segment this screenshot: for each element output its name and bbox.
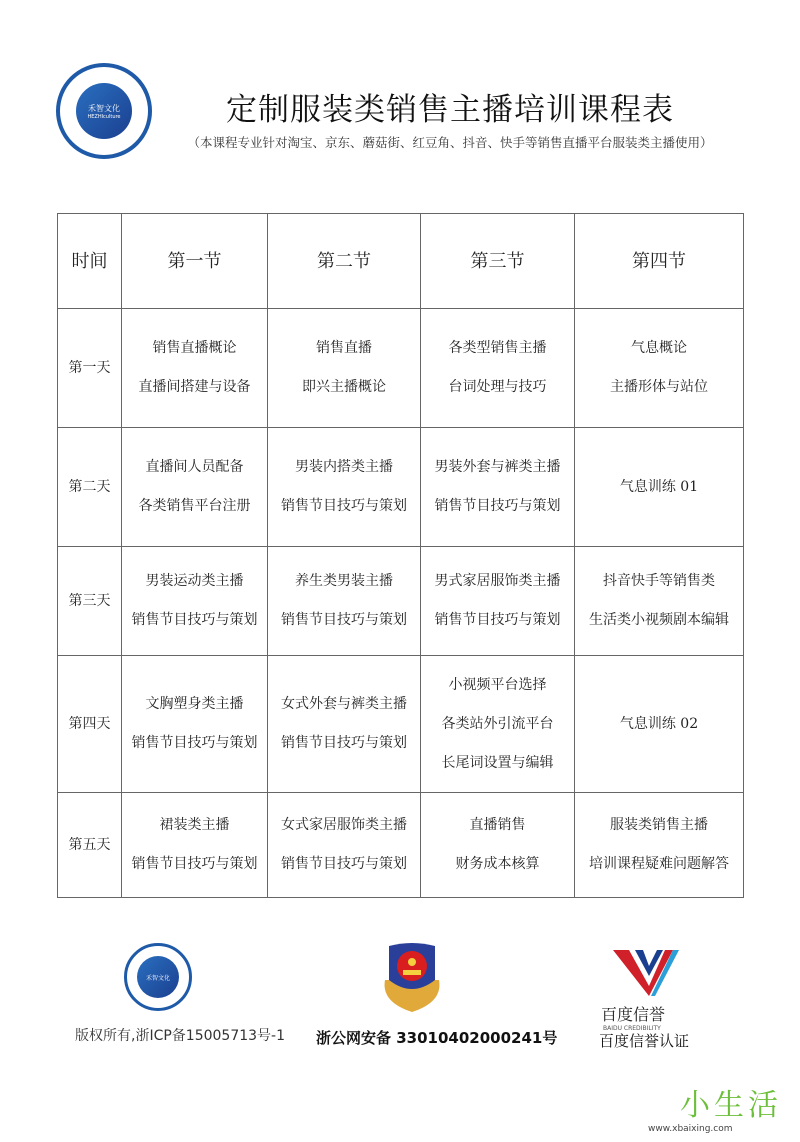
- course-cell: [268, 428, 421, 547]
- day-label: 第五天: [58, 793, 122, 898]
- course-line: 抖音快手等销售类: [603, 573, 715, 589]
- logo-text: 禾智文化: [145, 974, 170, 982]
- baidu-label: 百度信誉认证: [599, 1032, 690, 1050]
- course-cell: [575, 428, 744, 547]
- baidu-logo-en: BAIDU CREDIBILITY: [603, 1025, 661, 1032]
- course-line: 销售节目技巧与策划: [131, 735, 258, 751]
- course-line: 气息训练 02: [619, 715, 699, 732]
- course-line: 男装外套与裤类主播: [434, 459, 561, 475]
- header-session-3: 第三节: [421, 214, 575, 309]
- day-label: 第四天: [58, 656, 122, 793]
- baidu-credibility-badge: [601, 948, 683, 1032]
- header-session-4: 第四节: [575, 214, 744, 309]
- course-line: 销售节目技巧与策划: [281, 498, 407, 514]
- watermark-text: 小生活: [680, 1088, 782, 1123]
- course-line: 销售节目技巧与策划: [131, 856, 258, 872]
- header-row: [58, 214, 744, 309]
- course-cell: [122, 428, 268, 547]
- police-emblem-icon: [375, 940, 449, 1014]
- day-label: 第三天: [58, 547, 122, 656]
- header-time: 时间: [58, 214, 122, 309]
- copyright-text: 版权所有,浙ICP备15005713号-1: [75, 1028, 286, 1044]
- course-line: 各类站外引流平台: [441, 715, 554, 732]
- course-cell: [122, 656, 268, 793]
- baidu-v-logo-icon: [613, 948, 683, 998]
- course-line: 直播间人员配备: [145, 459, 244, 475]
- course-line: 直播销售: [469, 817, 526, 833]
- course-line: 台词处理与技巧: [448, 379, 547, 395]
- table-row: [58, 793, 744, 898]
- course-line: 财务成本核算: [455, 856, 540, 872]
- course-line: 女式外套与裤类主播: [281, 696, 407, 712]
- course-cell: [268, 793, 421, 898]
- course-cell: [421, 428, 575, 547]
- course-line: 销售节目技巧与策划: [281, 735, 407, 751]
- course-cell: [268, 547, 421, 656]
- course-line: 男装运动类主播: [145, 573, 244, 589]
- day-label: 第二天: [58, 428, 122, 547]
- logo-subtext: HEZHIculture: [87, 113, 121, 120]
- course-cell: [122, 793, 268, 898]
- course-cell: [575, 656, 744, 793]
- header-session-1: 第一节: [122, 214, 268, 309]
- course-line: 男式家居服饰类主播: [434, 573, 561, 589]
- course-cell: [421, 547, 575, 656]
- organization-logo-small: [124, 943, 192, 1011]
- table-row: [58, 428, 744, 547]
- header-session-2: 第二节: [268, 214, 421, 309]
- course-line: 生活类小视频剧本编辑: [589, 612, 729, 628]
- course-line: 各类销售平台注册: [138, 498, 251, 514]
- course-line: 销售直播概论: [152, 340, 237, 356]
- course-cell: [421, 793, 575, 898]
- course-line: 文胸塑身类主播: [145, 696, 244, 712]
- course-cell: [575, 309, 744, 428]
- course-line: 男装内搭类主播: [295, 459, 393, 475]
- course-line: 销售直播: [316, 340, 372, 356]
- course-line: 养生类男装主播: [295, 573, 393, 589]
- course-line: 即兴主播概论: [302, 379, 386, 395]
- course-line: 各类型销售主播: [448, 340, 547, 356]
- course-line: 气息训练 01: [619, 478, 699, 495]
- course-line: 销售节目技巧与策划: [281, 856, 407, 872]
- table-row: [58, 309, 744, 428]
- course-line: 长尾词设置与编辑: [441, 754, 554, 771]
- logo-text: 禾智文化: [88, 103, 120, 113]
- course-line: 培训课程疑难问题解答: [589, 856, 729, 872]
- course-cell: [122, 309, 268, 428]
- course-line: 小视频平台选择: [448, 676, 547, 693]
- course-cell: [268, 309, 421, 428]
- page-title: 定制服装类销售主播培训课程表: [226, 92, 674, 128]
- course-cell: [575, 793, 744, 898]
- course-line: 女式家居服饰类主播: [281, 817, 407, 833]
- course-line: 销售节目技巧与策划: [131, 612, 258, 628]
- course-cell: [421, 309, 575, 428]
- police-registration: 浙公网安备 33010402000241号: [316, 1029, 558, 1047]
- organization-logo: [56, 63, 152, 159]
- course-line: 直播间搭建与设备: [138, 379, 251, 395]
- course-line: 销售节目技巧与策划: [434, 498, 561, 514]
- watermark-url: www.xbaixing.com: [648, 1124, 733, 1134]
- course-cell: [122, 547, 268, 656]
- course-line: 裙装类主播: [159, 817, 230, 833]
- schedule-table: [57, 213, 744, 898]
- course-line: 服装类销售主播: [610, 817, 708, 833]
- course-line: 气息概论: [631, 340, 687, 356]
- table-row: [58, 656, 744, 793]
- course-cell: [268, 656, 421, 793]
- course-line: 销售节目技巧与策划: [281, 612, 407, 628]
- table-row: [58, 547, 744, 656]
- watermark: [648, 1080, 782, 1134]
- course-cell: [421, 656, 575, 793]
- course-line: 销售节目技巧与策划: [434, 612, 561, 628]
- course-cell: [575, 547, 744, 656]
- day-label: 第一天: [58, 309, 122, 428]
- baidu-logo-text: 百度信誉: [601, 1005, 666, 1024]
- page-subtitle: （本课程专业针对淘宝、京东、蘑菇街、红豆角、抖音、快手等销售直播平台服装类主播使用）: [187, 135, 713, 150]
- course-line: 主播形体与站位: [610, 379, 708, 395]
